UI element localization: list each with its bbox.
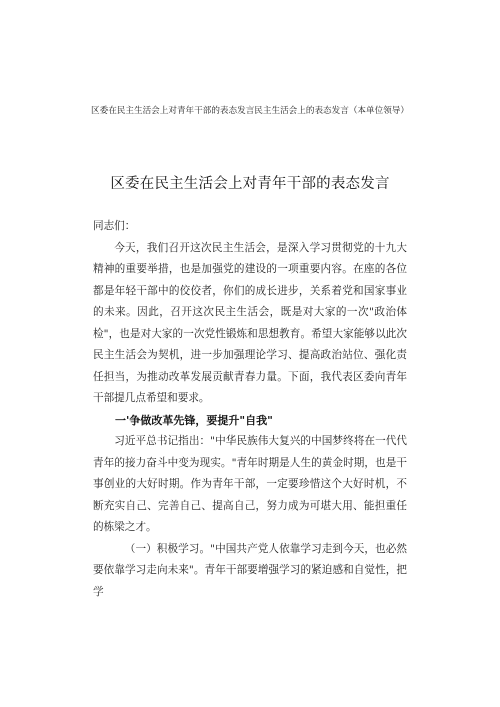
- salutation: 同志们：: [93, 220, 136, 232]
- section-heading: 一'争做改革先锋，要提升"自我": [115, 413, 273, 427]
- document-body: [93, 216, 407, 603]
- paragraph-subsection: （一）积极学习。"中国共产党人依靠学习走到今天，也必然要依靠学习走向未来"。青年干部要增强学习的紧迫感和自觉性，把学: [93, 542, 407, 598]
- document-title: 区委在民主生活会上对青年干部的表态发言: [110, 176, 390, 192]
- paragraph-quote: 习近平总书记指出："中华民族伟大复兴的中国梦终将在一代代青年的接力奋斗中变为现实。"青年时期是人生的黄金时期，也是干事创业的大好时期。作为青年干部，一定要珍惜这个大好时机，不断充实自己、完善自己、提高自己，努力成为可堪大用、能担重任的栋梁之才。: [93, 435, 407, 533]
- document-header: 区委在民主生活会上对青年干部的表态发言民主生活会上的表态发言（本单位领导）: [91, 106, 409, 116]
- paragraph-intro: 今天，我们召开这次民主生活会，是深入学习贯彻党的十九大精神的重要举措，也是加强党的建设的一项重要内容。在座的各位都是年轻干部中的佼佼者，你们的成长进步，关系着党和国家事业的未来。因此，召开这次民主生活会，既是对大家的一次"政治体检"，也是对大家的一次党性锻炼和思想教育。希望大家能够以此次民主生活会为契机，进一步加强理论学习、提高政治站位、强化责任担当，为推动改革发展贡献青春力量。下面，我代表区委向青年干部提几点希望和要求。: [93, 241, 407, 404]
